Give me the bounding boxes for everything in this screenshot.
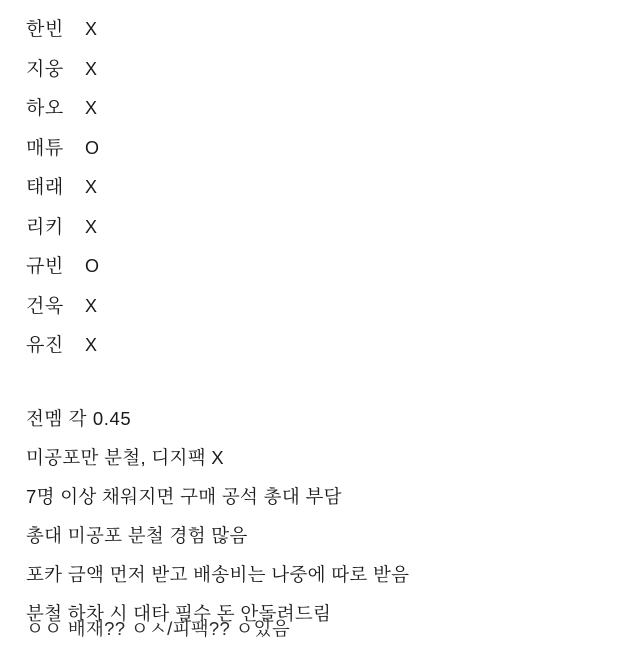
member-mark: X <box>85 98 98 118</box>
list-item <box>26 251 614 291</box>
member-mark: O <box>85 137 100 158</box>
member-name: 한빈 <box>26 19 64 40</box>
member-mark: X <box>85 177 98 197</box>
member-name: 매튜 <box>26 137 64 159</box>
member-mark: X <box>85 295 98 316</box>
note-line: 포카 금액 먼저 받고 배송비는 나중에 따로 받음 <box>26 563 410 585</box>
member-mark: O <box>85 256 100 276</box>
member-list <box>26 14 614 370</box>
note-line: 분철 하차 시 대타 필수 돈 안돌려드림 <box>26 602 332 624</box>
member-name: 하오 <box>26 98 64 119</box>
note-line: 7명 이상 채워지면 구매 공석 총대 부담 <box>26 485 342 507</box>
list-item <box>26 330 614 370</box>
member-mark: X <box>85 19 98 39</box>
list-item <box>26 93 614 133</box>
note-line: 전멤 각 0.45 <box>26 407 132 429</box>
note-line-clipped: ㅇㅇ 배재?? ㅇㅅ/피팩?? ㅇ있음 <box>26 618 290 639</box>
list-item <box>26 14 614 54</box>
note-line: 미공포만 분철, 디지팩 X <box>26 446 224 468</box>
member-name: 건욱 <box>26 295 64 317</box>
list-item <box>26 291 614 331</box>
member-name: 리키 <box>26 216 64 238</box>
member-mark: X <box>85 216 98 237</box>
member-name: 지웅 <box>26 58 64 80</box>
list-item <box>26 212 614 252</box>
member-name: 태래 <box>26 177 64 198</box>
member-mark: X <box>85 58 98 79</box>
list-item <box>26 54 614 94</box>
list-item <box>26 172 614 212</box>
member-name: 규빈 <box>26 256 64 277</box>
notes-block <box>26 399 614 633</box>
member-name: 유진 <box>26 335 64 356</box>
note-line: 총대 미공포 분철 경험 많음 <box>26 524 248 546</box>
member-mark: X <box>85 335 98 355</box>
list-item <box>26 133 614 173</box>
